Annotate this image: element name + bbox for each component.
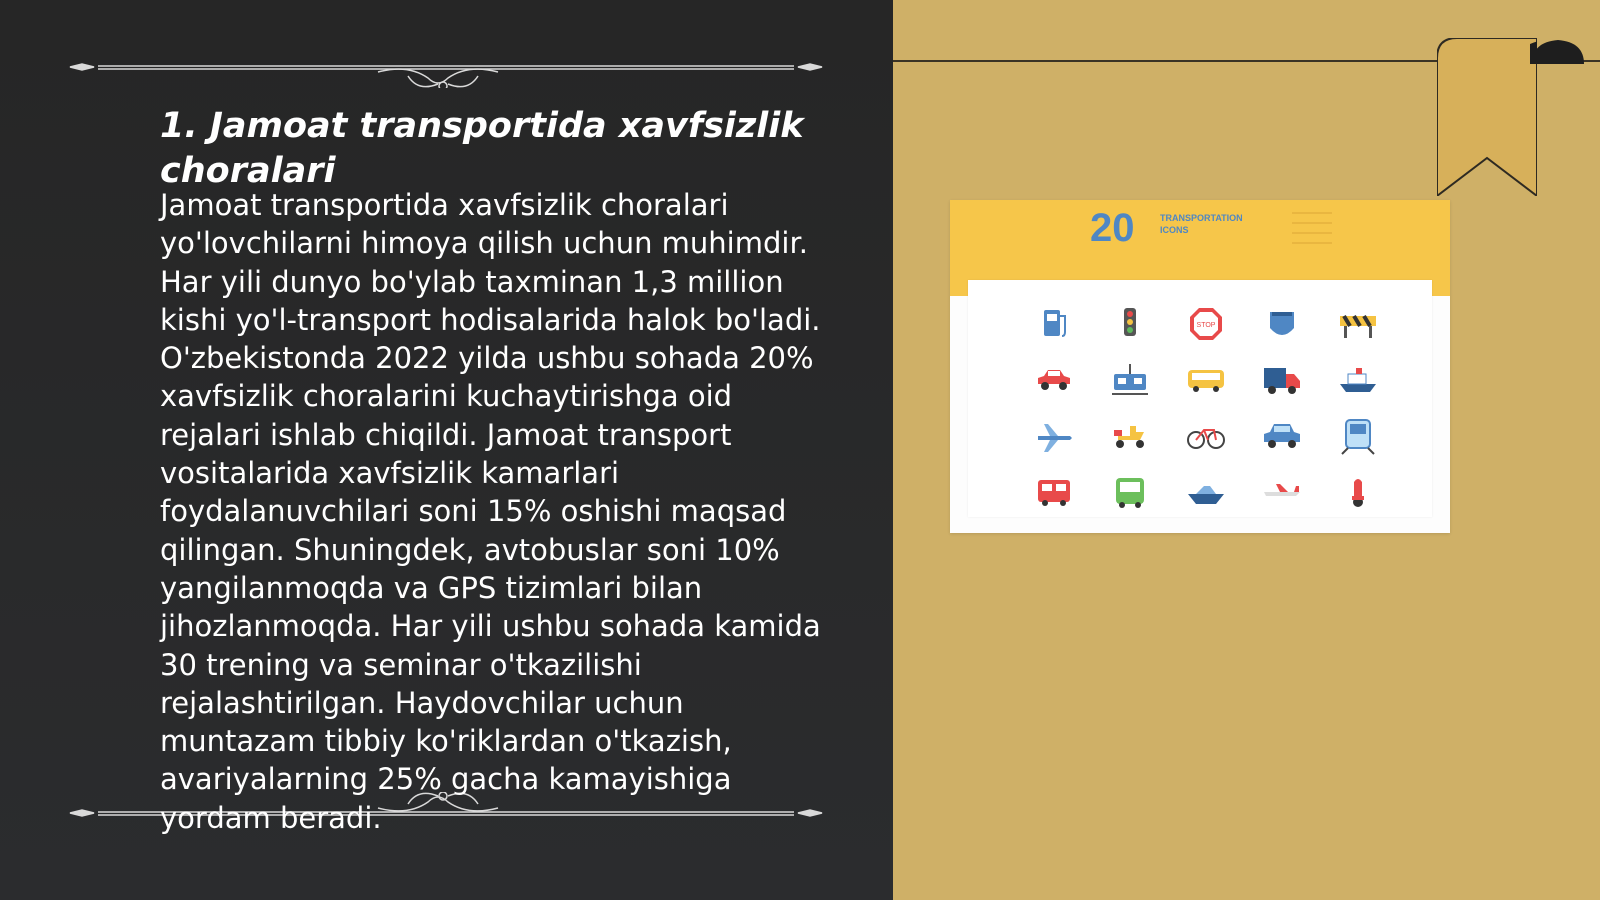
truck-icon bbox=[1260, 360, 1304, 400]
school-bus-icon bbox=[1108, 472, 1152, 512]
stop-sign-icon bbox=[1184, 304, 1228, 344]
sedan-icon bbox=[1260, 416, 1304, 456]
airplane-icon bbox=[1032, 416, 1076, 456]
image-header-lines bbox=[1292, 212, 1332, 252]
plane-side-icon bbox=[1260, 472, 1304, 512]
image-label: TRANSPORTATION ICONS bbox=[1160, 213, 1243, 235]
bus-icon bbox=[1184, 360, 1228, 400]
ribbon-fold-icon bbox=[1530, 38, 1586, 64]
slide-body-text: Jamoat transportida xavfsizlik choralari yo'lovchilarni himoya qilish uchun muhimdir. Har yili dunyo bo'ylab taxminan 1,3 million kishi yo'l-transport hodisalarida halok bo'ladi. O'zbekistonda 2022 yilda ushbu sohada 20% xavfsizlik choralarini kuchaytirishga oid rejalari ishlab chiqildi. Jamoat transport vositalarida xavfsizlik kamarlari foydalanuvchilari soni 15% oshishi maqsad qilingan. Shuningdek, avtobuslar soni 10% yangilanmoqda va GPS tizimlari bilan jihozlanmoqda. Har yili ushbu sohada kamida 30 trening va seminar o'tkazilishi rejalashtirilgan. Haydovchilar uchun muntazam tibbiy ko'riklardan o'tkazish, avariyalarning 25% gacha kamayishiga yordam beradi. bbox=[160, 188, 821, 835]
bicycle-icon bbox=[1184, 416, 1228, 456]
train-icon bbox=[1336, 416, 1380, 456]
police-badge-icon bbox=[1260, 304, 1304, 344]
image-number: 20 bbox=[1090, 206, 1135, 250]
road-barrier-icon bbox=[1336, 304, 1380, 344]
fire-truck-icon bbox=[1032, 472, 1076, 512]
ship-icon bbox=[1336, 360, 1380, 400]
fuel-pump-icon bbox=[1032, 304, 1076, 344]
svg-text:STOP: STOP bbox=[1196, 322, 1216, 329]
car-icon bbox=[1032, 360, 1076, 400]
transportation-icons-image bbox=[950, 200, 1450, 533]
icon-sheet bbox=[968, 280, 1432, 517]
traffic-light-icon bbox=[1108, 304, 1152, 344]
ornament-top-icon bbox=[68, 44, 824, 88]
tram-icon bbox=[1108, 360, 1152, 400]
motorbike-icon bbox=[1336, 472, 1380, 512]
slide-title: 1. Jamoat transportida xavfsizlik choralari bbox=[160, 106, 804, 191]
icon-grid bbox=[1016, 296, 1396, 520]
boat-icon bbox=[1184, 472, 1228, 512]
scooter-icon bbox=[1108, 416, 1152, 456]
bookmark-ribbon-icon bbox=[1437, 38, 1537, 196]
